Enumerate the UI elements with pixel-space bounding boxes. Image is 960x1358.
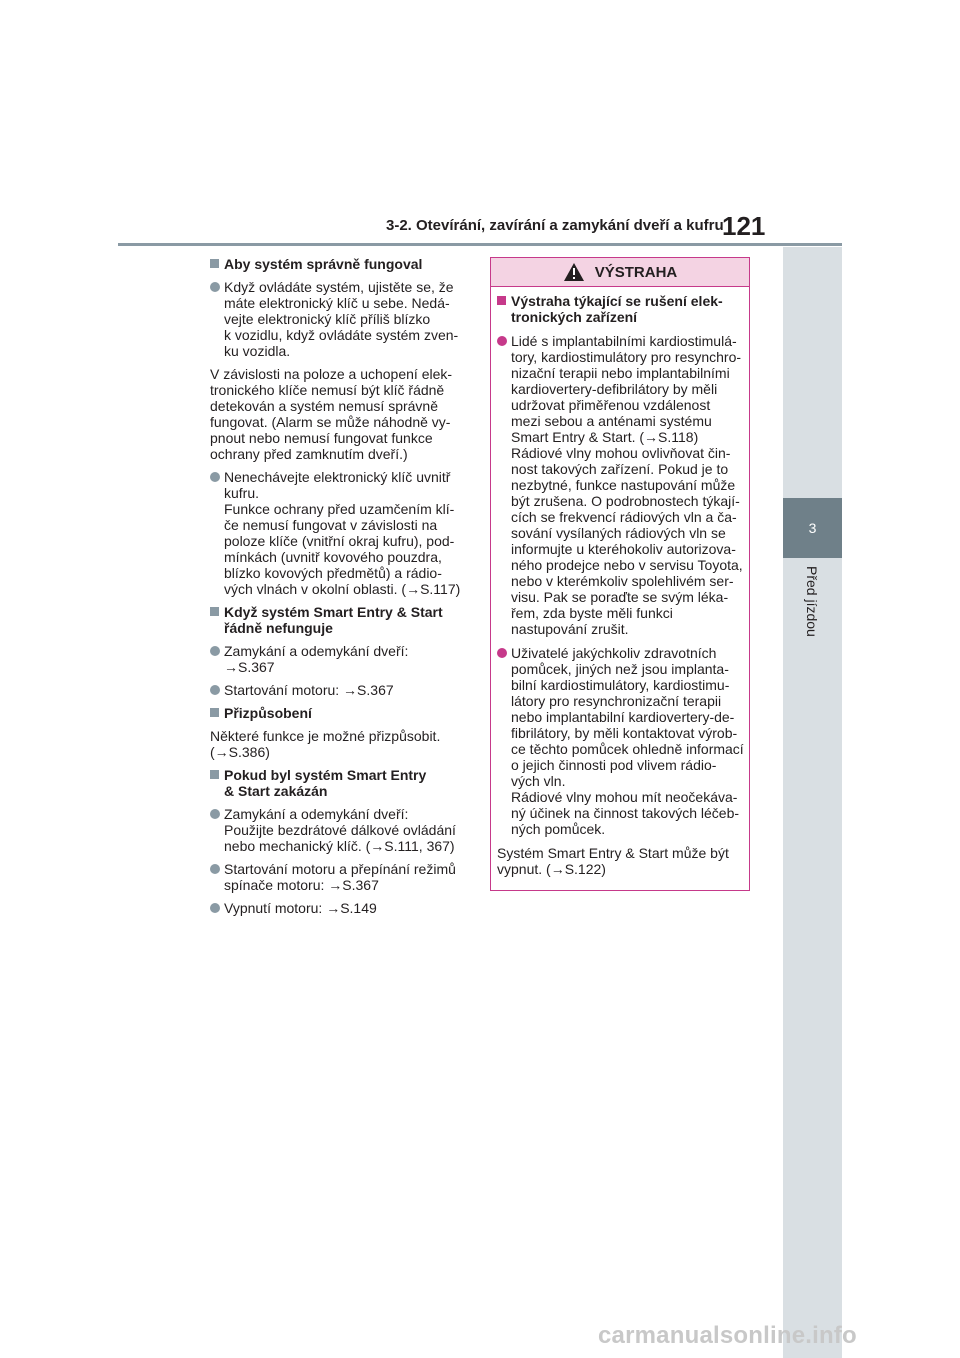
round-bullet-icon <box>210 864 220 874</box>
list-item: Zamykání a odemykání dveří: Použijte bezdrátové dálkové ovládání nebo mechanický klíč. (→S.111, 367) <box>210 806 472 854</box>
warning-heading: Výstraha týkající se rušení elek- tronických zařízení <box>497 293 745 325</box>
square-bullet-icon <box>210 770 219 779</box>
list-item: Zamykání a odemykání dveří: →S.367 <box>210 643 472 675</box>
square-bullet-icon <box>210 259 219 268</box>
square-bullet-icon <box>497 296 506 305</box>
list-item: Nenechávejte elektronický klíč uvnitř kufru. Funkce ochrany před uzamčením klí- če nemusí fungovat v závislosti na poloze klíče (vnitřní okraj kufru), pod- mínkách (uvnitř kovového pouzdra, blízko kovových předmětů) a rádio- vých vlnách v okolní oblasti. (→S.117) <box>210 469 472 597</box>
warning-box <box>490 257 750 891</box>
section-heading: Když systém Smart Entry & Start řádně nefunguje <box>210 604 472 636</box>
list-item: Uživatelé jakýchkoliv zdravotních pomůcek, jiných než jsou implanta- bilní kardiostimulátory, kardiostimu- látory pro resynchronizační terapii nebo implantabilní kardiovertery-de- fibrilátory, by měli kontaktovat výrob- ce těchto pomůcek ohledně informací o jejich činnosti pod vlivem rádio- vých vln. Rádiové vlny mohou mít neočekáva- ný účinek na činnost takových léčeb- ných pomůcek. <box>497 645 745 837</box>
chapter-tab[interactable] <box>783 498 842 558</box>
page-number: 121 <box>722 211 766 241</box>
round-bullet-icon <box>210 646 220 656</box>
round-bullet-icon <box>210 685 220 695</box>
warning-body <box>491 287 749 877</box>
square-bullet-icon <box>210 607 219 616</box>
side-strip <box>783 247 842 1358</box>
list-item: Když ovládáte systém, ujistěte se, že máte elektronický klíč u sebe. Nedá- vejte elektronický klíč příliš blízko k vozidlu, když ovládáte systém zven- ku vozidla. <box>210 279 472 359</box>
header-divider <box>118 243 842 246</box>
round-bullet-icon <box>210 282 220 292</box>
round-bullet-icon <box>210 903 220 913</box>
square-bullet-icon <box>210 708 219 717</box>
section-heading: Přizpůsobení <box>210 705 472 721</box>
round-bullet-icon <box>210 809 220 819</box>
warning-header <box>491 258 749 287</box>
section-title: 3-2. Otevírání, zavírání a zamykání dveří a kufru <box>386 217 724 234</box>
paragraph: Systém Smart Entry & Start může být vypnut. (→S.122) <box>497 845 729 877</box>
list-item: Startování motoru: →S.367 <box>210 682 472 698</box>
paragraph: Některé funkce je možné přizpůsobit. (→S.386) <box>210 728 441 760</box>
section-heading: Aby systém správně fungoval <box>210 256 472 272</box>
round-bullet-icon <box>497 336 507 346</box>
warning-triangle-icon <box>563 262 585 282</box>
paragraph: V závislosti na poloze a uchopení elek- tronického klíče nemusí být klíč řádně detekován a systém nemusí správně fungovat. (Alarm se může náhodně vy- pnout nebo nemusí fungovat funkce ochrany před zamknutím dveří.) <box>210 366 453 462</box>
list-item: Startování motoru a přepínání režimů spínače motoru: →S.367 <box>210 861 472 893</box>
chapter-number: 3 <box>808 520 817 536</box>
round-bullet-icon <box>210 472 220 482</box>
list-item: Lidé s implantabilními kardiostimulá- tory, kardiostimulátory pro resynchro- nizační terapii nebo implantabilními kardiovertery-defibrilátory by měli udržovat přiměřenou vzdálenost mezi sebou a anténami systému Smart Entry & Start. (→S.118) Rádiové vlny mohou ovlivňovat čin- nost takových zařízení. Pokud je to nezbytné, funkce nastupování může být zrušena. O podrobnostech týkají- cích se frekvencí rádiových vln a ča- sování vysílaných rádiových vln se informujte u kteréhokoliv autorizova- ného prodejce nebo v servisu Toyota, nebo v kterémkoliv spolehlivém ser- visu. Pak se poraďte se svým léka- řem, zda byste měli funkci nastupování zrušit. <box>497 333 745 637</box>
section-heading: Pokud byl systém Smart Entry & Start zakázán <box>210 767 472 799</box>
round-bullet-icon <box>497 648 507 658</box>
watermark: carmanualsonline.info <box>598 1322 857 1349</box>
list-item: Vypnutí motoru: →S.149 <box>210 900 472 916</box>
chapter-title: Před jízdou <box>804 566 820 637</box>
warning-title: VÝSTRAHA <box>594 263 678 281</box>
left-column <box>210 256 472 923</box>
